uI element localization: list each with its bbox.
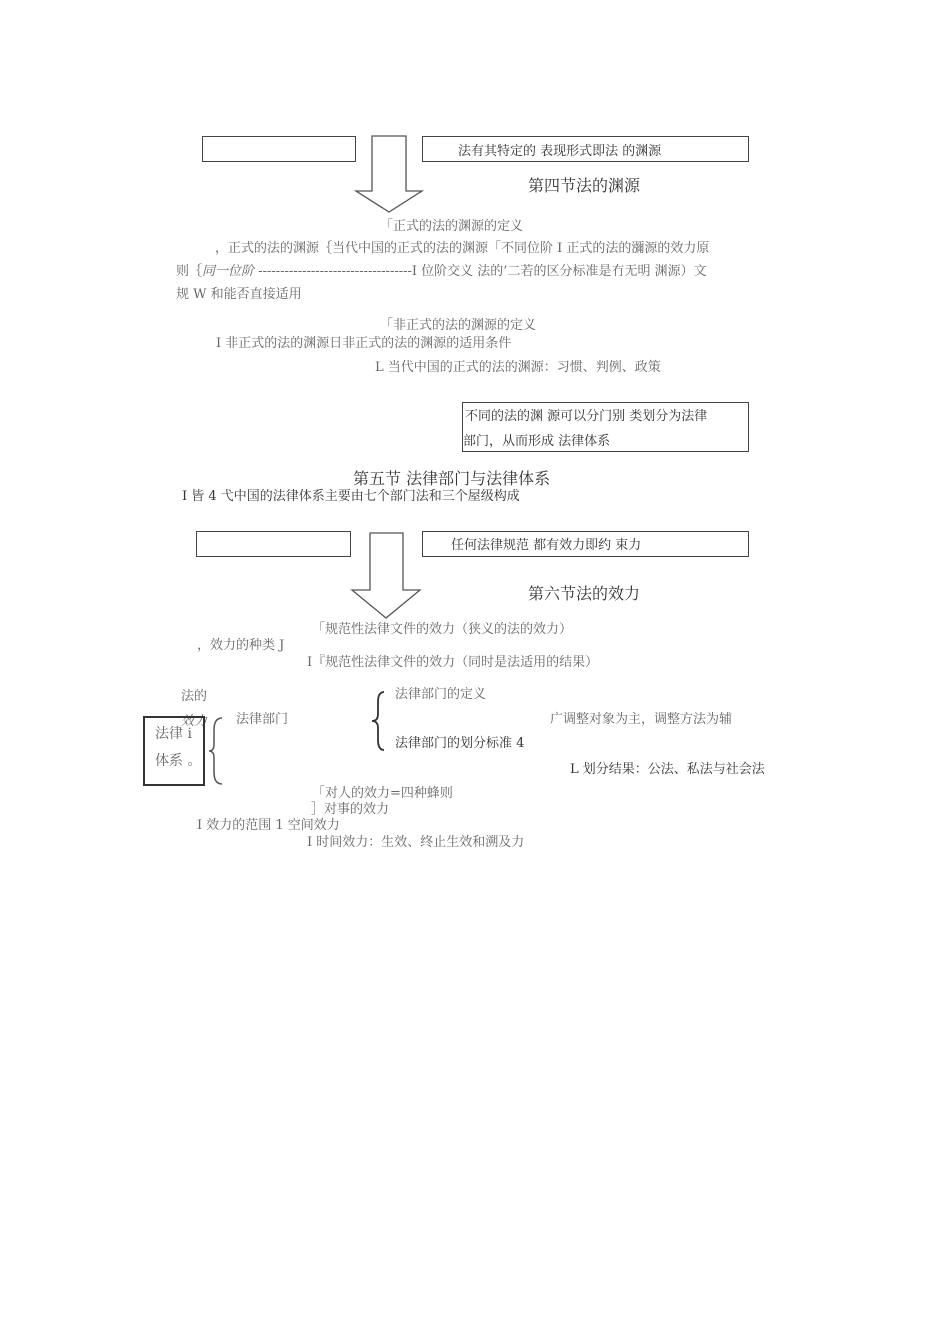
section5-banner-left <box>196 531 351 557</box>
department-criteria: 法律部门的划分标准 4 <box>395 736 525 751</box>
legal-system-box <box>143 714 208 786</box>
division-result: L 划分结果：公法、私法与社会法 <box>570 762 765 777</box>
section5-heading: 第五节 法律部门与法律体系 <box>353 469 551 488</box>
adjustment-note: 广调整对象为主，调整方法为辅 <box>550 712 733 727</box>
note-line: 部门，从而形成 法律体系 <box>463 434 611 449</box>
scope-line: ］对事的效力 <box>311 802 390 817</box>
down-arrow-icon <box>348 532 428 622</box>
scope-line: I 效力的范围 1 空间效力 <box>197 818 340 833</box>
text-fragment: 同一位阶 <box>202 264 255 279</box>
section4-line <box>176 264 707 280</box>
section4-heading: 第四节法的渊源 <box>528 176 641 195</box>
text-fragment: 则｛ <box>176 264 203 279</box>
section4-line: L 当代中国的正式的法的渊源：习惯、判例、政策 <box>375 360 661 375</box>
section4-note-box <box>462 402 749 452</box>
scope-line: I 时间效力：生效、终止生效和溯及力 <box>307 835 525 850</box>
department-definition: 法律部门的定义 <box>395 687 487 702</box>
section4-line: ，正式的法的渊源｛当代中国的正式的法的渊源「不同位阶 I 正式的法的瀰源的效力原 <box>215 241 710 256</box>
section6-line: 「规范性法律文件的效力（狭义的法的效力） <box>312 622 573 637</box>
note-line: 不同的法的渊 源可以分门别 类划分为法律 <box>465 409 708 424</box>
section6-heading: 第六节法的效力 <box>528 584 641 603</box>
section4-line: 规 W 和能否直接适用 <box>176 287 302 302</box>
xiao-li-label: 效力 <box>181 714 208 729</box>
section5-banner-text: 任何法律规范 都有效力即约 束力 <box>451 538 642 553</box>
left-brace-icon <box>370 690 386 752</box>
section6-line: ，效力的种类 J <box>197 638 285 653</box>
text-fragment: -----------------------------------I 位阶交义 法的’二若的区分标准是冇无明 渊源）文 <box>258 264 707 279</box>
left-brace-icon <box>208 716 228 786</box>
box-line: 体系 。 <box>155 753 202 769</box>
section4-banner-text: 法有其特定的 表现形式即法 的渊源 <box>458 144 662 159</box>
fa-de-label: 法的 <box>181 689 208 704</box>
falv-bumen-label: 法律部门 <box>236 712 289 727</box>
section4-line: I 非正式的法的渊源日非正式的法的渊源的适用条件 <box>216 336 512 351</box>
section5-line: I 皆 4 弋中国的法律体系主要由七个部门法和三个屋级构成 <box>182 489 520 504</box>
section4-line: 「正式的法的渊源的定义 <box>380 219 524 234</box>
scope-line: 「对人的效力=四种蜂则 <box>312 786 453 801</box>
section6-line: I『规范性法律文件的效力（同时是法适用的结果） <box>307 655 599 670</box>
section4-banner-left <box>202 136 356 162</box>
box-line: 法律 i <box>155 726 192 742</box>
down-arrow-icon <box>350 135 430 215</box>
section4-line: 「非正式的法的渊源的定义 <box>380 318 537 333</box>
